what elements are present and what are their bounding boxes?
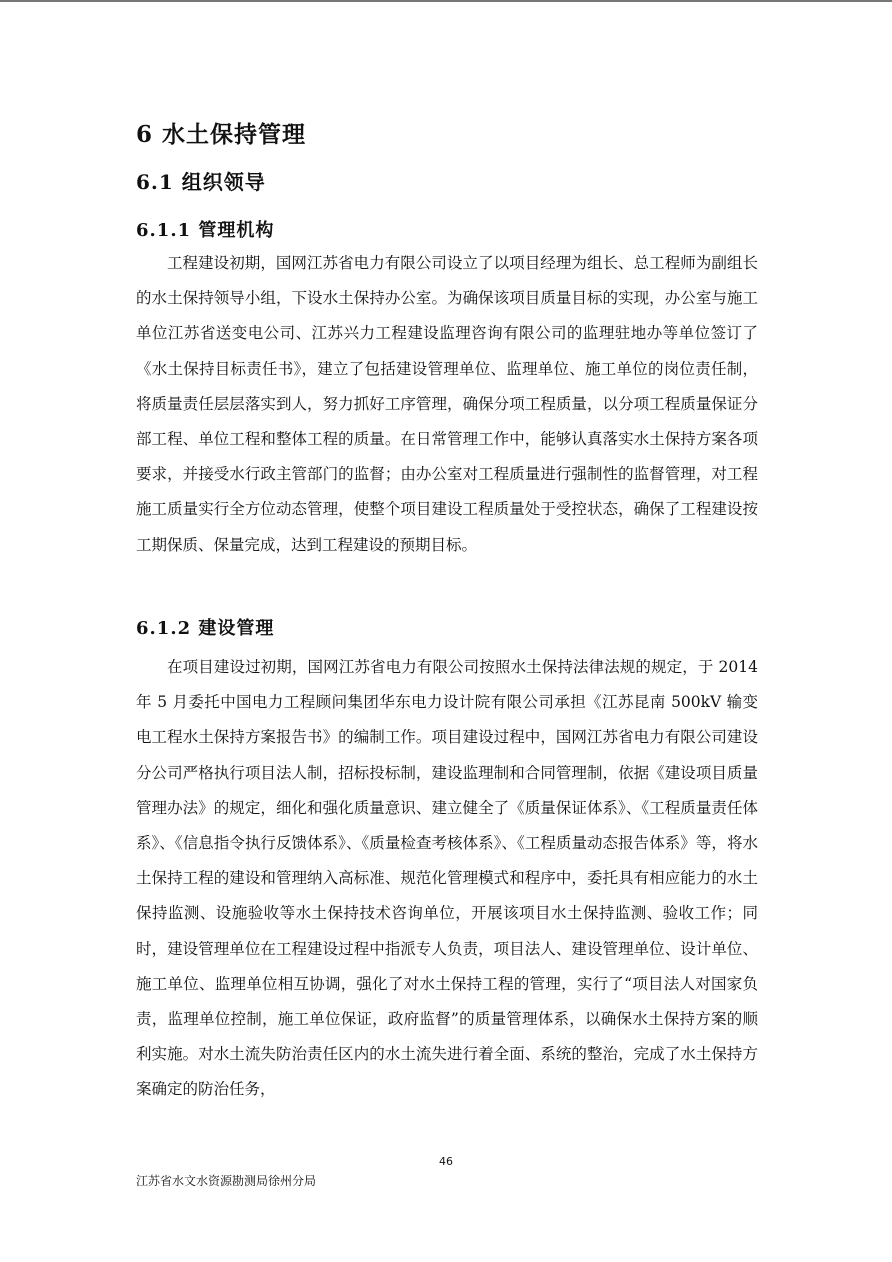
chapter-title: 6 水土保持管理: [136, 121, 307, 148]
page-number: 46: [439, 1155, 453, 1168]
paragraph-construction-management: 在项目建设过初期，国网江苏省电力有限公司按照水土保持法律法规的规定，于 2014 年 5 月委托中国电力工程顾问集团华东电力设计院有限公司承担《江苏昆南 500kV 输变电工程水土保持方案报告书》的编制工作。项目建设过程中，国网江苏省电力有限公司建设分公司严格执行项目法人制，招标投标制，建设监理制和合同管理制，依据《建设项目质量管理办法》的规定，细化和强化质量意识、建立健全了《质量保证体系》、《工程质量责任体系》、《信息指令执行反馈体系》、《质量检查考核体系》、《工程质量动态报告体系》等，将水土保持工程的建设和管理纳入高标准、规范化管理模式和程序中，委托具有相应能力的水土保持监测、设施验收等水土保持技术咨询单位，开展该项目水土保持监测、验收工作；同时，建设管理单位在工程建设过程中指派专人负责，项目法人、建设管理单位、设计单位、施工单位、监理单位相互协调，强化了对水土保持工程的管理，实行了“项目法人对国家负责，监理单位控制，施工单位保证，政府监督”的质量管理体系，以确保水土保持方案的顺利实施。对水土流失防治责任区内的水土流失进行着全面、系统的整治，完成了水土保持方案确定的防治任务，: [136, 658, 758, 1099]
footer-organization: 江苏省水文水资源勘测局徐州分局: [136, 1174, 317, 1188]
subsection-title-6-1-1: 6.1.1 管理机构: [136, 220, 275, 241]
section-title: 6.1 组织领导: [136, 170, 266, 194]
top-border-line: [0, 0, 892, 2]
subsection-title-6-1-2: 6.1.2 建设管理: [136, 618, 275, 639]
paragraph-management-organization: 工程建设初期，国网江苏省电力有限公司设立了以项目经理为组长、总工程师为副组长的水土保持领导小组，下设水土保持办公室。为确保该项目质量目标的实现，办公室与施工单位江苏省送变电公司、江苏兴力工程建设监理咨询有限公司的监理驻地办等单位签订了《水土保持目标责任书》，建立了包括建设管理单位、监理单位、施工单位的岗位责任制，将质量责任层层落实到人，努力抓好工序管理，确保分项工程质量，以分项工程质量保证分部工程、单位工程和整体工程的质量。在日常管理工作中，能够认真落实水土保持方案各项要求，并接受水行政主管部门的监督；由办公室对工程质量进行强制性的监督管理，对工程施工质量实行全方位动态管理，使整个项目建设工程质量处于受控状态，确保了工程建设按工期保质、保量完成，达到工程建设的预期目标。: [136, 254, 758, 554]
